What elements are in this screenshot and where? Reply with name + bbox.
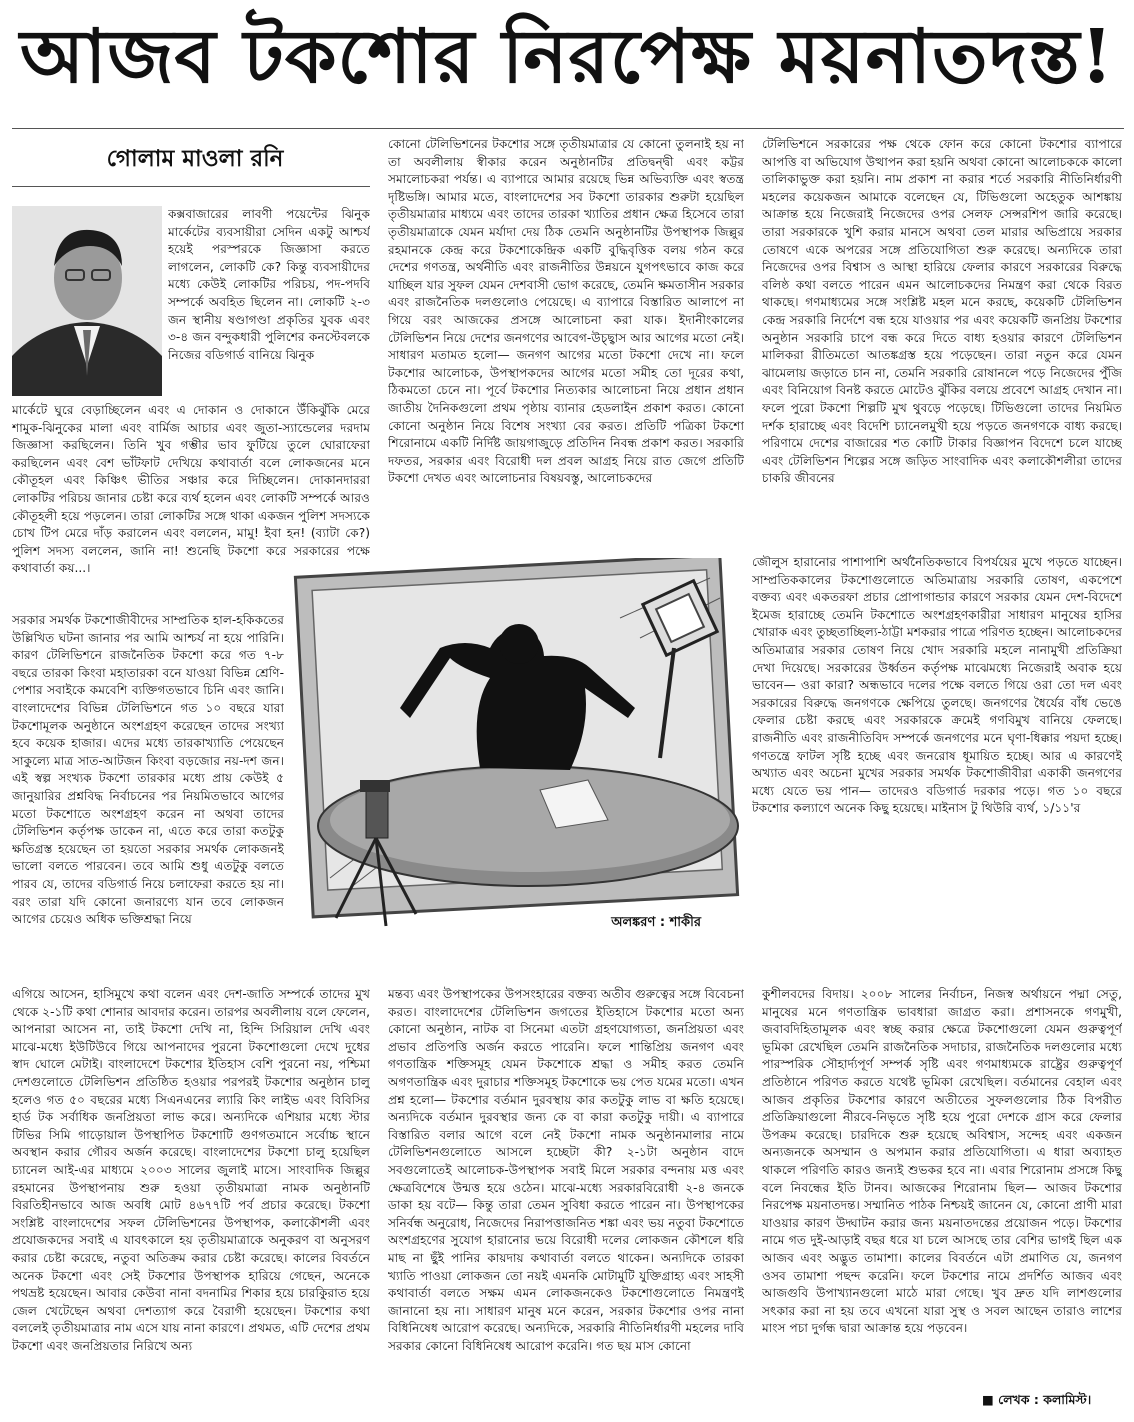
author-portrait-image	[12, 206, 162, 396]
paragraph: টেলিভিশনে সরকারের পক্ষ থেকে ফোন করে কোনো টকশোর ব্যাপারে আপত্তি বা অভিযোগ উত্থাপন করা হয়নি অথবা কোনো আলোচককে কালো তালিকাভুক্ত করা হয়নি। নাম প্রকাশ না করার শর্তে সরকারি নীতিনির্ধারণী মহলের কয়েকজন আমাকে বলেছেন যে, টিভিগুলো অহেতুক আশঙ্কায় আক্রান্ত হয়ে নিজেরাই নিজেদের ওপর সেলফ সেন্সরশিপ জারি করেছে। তারা সরকারকে খুশি করার মানসে অথবা তেল মারার অভিপ্রায়ে সরকার তোষণে একে অপরের সঙ্গে প্রতিযোগিতা শুরু করেছে। অন্যদিকে তারা নিজেদের ওপর বিশ্বাস ও আস্থা হারিয়ে ফেলার কারণে সরকারের বিরুদ্ধে বলিষ্ঠ কথা বলতে পারেন এমন আলোচকদের নিমন্ত্রণ করা থেকে বিরত থাকছে। গণমাধ্যমের সঙ্গে সংশ্লিষ্ট মহল মনে করছে, কয়েকটি টেলিভিশন কেন্দ্র সরকারি নির্দেশে বন্ধ হয়ে যাওয়ার পর এবং কয়েকটি জনপ্রিয় টকশোর অনুষ্ঠান সরকারি চাপে বন্ধ করে দিতে বাধ্য হওয়ার কারণে টেলিভিশন মালিকরা রীতিমতো আতঙ্কগ্রস্ত হয়ে পড়েছেন। তারা নতুন করে যেমন ঝামেলায় জড়াতে চান না, তেমনি সরকারি রোষানলে পড়ে নিজেদের পুঁজি এবং বিনিয়োগ বিনষ্ট করতে মোটেও ঝুঁকির বলয়ে প্রবেশে আগ্রহ দেখান না। ফলে পুরো টকশো শিল্পটি মুখ থুবড়ে পড়েছে। টিভিগুলো তাদের নিয়মিত দর্শক হারাচ্ছে এবং বিদেশি চ্যানেলমুখী হয়ে পড়তে জনগণকে বাধ্য করছে। পরিণামে দেশের বাজারের শত কোটি টাকার বিজ্ঞাপন বিদেশে চলে যাচ্ছে এবং টেলিভিশন শিল্পের সঙ্গে জড়িত সাংবাদিক এবং কলাকৌশলীরা তাদের চাকরি জীবনের	[762, 137, 1122, 486]
article-col1-beside-photo	[168, 206, 370, 402]
paragraph: সরকার সমর্থক টকশোজীবীদের সাম্প্রতিক হাল-হকিকতের উল্লিখিত ঘটনা জানার পর আমি আশ্চর্য না হয়ে পারিনি। কারণ টেলিভিশনে রাজনৈতিক টকশো করে গত ৭-৮ বছরে তারকা কিংবা মহাতারকা বনে যাওয়া বিভিন্ন শ্রেণি-পেশার সবাইকে কমবেশি ব্যক্তিগতভাবে চিনি এবং জানি। বাংলাদেশের বিভিন্ন টেলিভিশনে গত ১০ বছরে যারা টকশোমূলক অনুষ্ঠানে অংশগ্রহণ করেছেন তাদের সংখ্যা হবে কয়েক হাজার। এদের মধ্যে তারকাখ্যাতি পেয়েছেন সাকুল্যে মাত্র সাত-আটজন কিংবা বড়জোর নয়-দশ জন। এই স্বল্প সংখ্যক টকশো তারকার মধ্যে প্রায় কেউই ৫ জানুয়ারির প্রশ্নবিদ্ধ নির্বাচনের পর নিয়মিতভাবে আগের মতো টকশোতে অংশগ্রহণ করেন না অথবা তাদের টেলিভিশন কর্তৃপক্ষ ডাকেন না, এতে করে তারা কতটুকু ক্ষতিগ্রস্ত হয়েছেন তা হয়তো সরকার সমর্থক লোকজনই ভালো বলতে পারবেন। তবে আমি শুধু এতটুকু বলতে পারব যে, তাদের বডিগার্ড নিয়ে চলাফেরা করতে হয় না। বরং তারা যদি কোনো জনারণ্যে যান তবে লোকজন আগের চেয়েও অধিক ভক্তিশ্রদ্ধা নিয়ে	[12, 613, 284, 927]
talkshow-illustration-drawing	[290, 558, 745, 954]
paragraph: কুশীলবদের বিদায়। ২০০৮ সালের নির্বাচন, নিজস্ব অর্থায়নে পদ্মা সেতু, মানুষের মনে গণতান্ত্রিক ভাবধারা জাগ্রত করা। প্রশাসনকে গণমুখী, জবাবদিহিতামূলক এবং স্বচ্ছ করার ক্ষেত্রে টকশোগুলো যেমন গুরুত্বপূর্ণ ভূমিকা রেখেছিল তেমনি রাজনৈতিক সদাচার, রাজনৈতিক দলগুলোর মধ্যে পারস্পরিক সৌহার্দ্যপূর্ণ সম্পর্ক সৃষ্টি এবং গণমাধ্যমকে রাষ্ট্রের গুরুত্বপূর্ণ প্রতিষ্ঠানে পরিণত করতে যথেষ্ট ভূমিকা রেখেছিল। বর্তমানের বেহাল এবং আজব প্রকৃতির টকশোর কারণে অতীতের সুফলগুলোর ঠিক বিপরীত প্রতিক্রিয়াগুলো নীরবে-নিভৃতে সৃষ্টি হয়ে পুরো দেশকে গ্রাস করে ফেলার উপক্রম করেছে। চারদিকে শুরু হয়েছে অবিশ্বাস, সন্দেহ এবং একজন অন্যজনকে অসম্মান ও অপমান করার প্রতিযোগিতা। এ ধারা অব্যাহত থাকলে পরিণতি কারও জন্যই শুভকর হবে না। এবার শিরোনাম প্রসঙ্গে কিছু বলে নিবন্ধের ইতি টানব। আজকের শিরোনাম ছিল— আজব টকশোর নিরপেক্ষ ময়নাতদন্ত। সম্মানিত পাঠক নিশ্চয়ই জানেন যে, কোনো প্রাণী মারা যাওয়ার কারণ উদ্ঘাটন করার জন্য ময়নাতদন্তের প্রয়োজন পড়ে। টকশোর নামে গত দুই-আড়াই বছর ধরে যা চলে আসছে তার বেশির ভাগই ছিল এক আজব এবং অদ্ভুত তামাশা। কালের বিবর্তনে এটা প্রমাণিত যে, জনগণ ওসব তামাশা পছন্দ করেনি। ফলে টকশোর নামে প্রদর্শিত আজব এবং আজগুবি উপাখ্যানগুলো মাঠে মারা গেছে। খুব দ্রুত যদি লাশগুলোর সৎকার করা না হয় তবে এখনো যারা সুস্থ ও সবল আছেন তারাও লাশের মাংস পচা দুর্গন্ধ দ্বারা আক্রান্ত হয়ে পড়বেন।	[762, 987, 1122, 1336]
paragraph: মন্তব্য এবং উপস্থাপকের উপসংহারের বক্তব্য অতীব গুরুত্বের সঙ্গে বিবেচনা করত। বাংলাদেশের টেলিভিশন জগতের ইতিহাসে টকশোর মতো অন্য কোনো অনুষ্ঠান, নাটক বা সিনেমা এতটা গ্রহণযোগ্যতা, জনপ্রিয়তা এবং প্রভাব প্রতিপত্তি অর্জন করতে পারেনি। ফলে শান্তিপ্রিয় জনগণ এবং গণতান্ত্রিক শক্তিসমূহ যেমন টকশোকে শ্রদ্ধা ও সমীহ করত তেমনি অগণতান্ত্রিক এবং দুরাচার শক্তিসমূহ টকশোকে ভয় পেত যমের মতো। এখন প্রশ্ন হলো— টকশোর বর্তমান দুরবস্থায় কার কতটুকু লাভ বা ক্ষতি হয়েছে। অন্যদিকে বর্তমান দুরবস্থার জন্য কে বা কারা কতটুকু দায়ী। এ ব্যাপারে বিস্তারিত বলার আগে বলে নেই টকশো নামক অনুষ্ঠানমালার নামে টেলিভিশনগুলোতে আসলে হচ্ছেটা কী? ২-১টা অনুষ্ঠান বাদে সবগুলোতেই আলোচক-উপস্থাপক সবাই মিলে সরকার বন্দনায় মত্ত এবং ক্ষেত্রবিশেষে উন্মত্ত হয়ে ওঠেন। মাঝে-মধ্যে সরকারবিরোধী ২-৪ জনকে ডাকা হয় বটে— কিন্তু তারা তেমন সুবিধা করতে পারেন না। উপস্থাপকের সনির্বন্ধ অনুরোধ, নিজেদের নিরাপত্তাজনিত শঙ্কা এবং ভয় নতুবা টকশোতে অংশগ্রহণের সুযোগ হারানোর ভয়ে বিরোধী দলের লোকজন কৌশলে ধরি মাছ না ছুঁই পানির কায়দায় কথাবার্তা বলতে থাকেন। অন্যদিকে তারকা খ্যাতি পাওয়া লোকজন তো নয়ই এমনকি মোটামুটি যুক্তিগ্রাহ্য এবং সাহসী কথাবার্তা বলতে সক্ষম এমন লোকজনকেও টকশোগুলোতে নিমন্ত্রণই জানানো হয় না। সাধারণ মানুষ মনে করেন, সরকার টকশোর ওপর নানা বিধিনিষেধ আরোপ করেছে। অন্যদিকে, সরকারি নীতিনির্ধারণী মহলের দাবি সরকার কোনো বিধিনিষেধ আরোপ করেনি। গত ছয় মাস কোনো	[388, 987, 744, 1353]
article-col2-upper	[388, 136, 744, 554]
author-photo	[12, 206, 162, 396]
paragraph: মার্কেটে ঘুরে বেড়াচ্ছিলেন এবং এ দোকান ও দোকানে উঁকিঝুঁকি মেরে শামুক-ঝিনুকের মালা এবং বার্মিজ আচার এবং জুতা-স্যান্ডেলের দরদাম জিজ্ঞাসা করছিলেন। তিনি খুব গম্ভীর ভাব ফুটিয়ে তুলে ঘোরাফেরা করছিলেন এবং বেশ ভাঁটফাট দেখিয়ে কথাবার্তা বলে লোকজনের মনে কৌতূহল এবং কিঞ্চিৎ ভীতির সঞ্চার করে দিচ্ছিলেন। দোকানদাররা লোকটির পরিচয় জানার চেষ্টা করে ব্যর্থ হলেন এবং লোকটি সম্পর্কে আরও কৌতূহলী হয়ে পড়লেন। তারা লোকটির সঙ্গে থাকা একজন পুলিশ সদস্যকে চোখ টিপ মেরে দাঁড় করালেন এবং বললেন, মামু! ইবা হন! (ব্যাটা কে?) পুলিশ সদস্য বললেন, জানি না! শুনেছি টকশো করে সরকারের পক্ষে কথাবার্তা কয়...।	[12, 403, 370, 576]
paragraph: জৌলুস হারানোর পাশাপাশি অর্থনৈতিকভাবে বিপর্যয়ের মুখে পড়তে যাচ্ছেন। সাম্প্রতিককালের টকশোগুলোতে অতিমাত্রায় সরকারি তোষণ, একপেশে বক্তব্য এবং একতরফা প্রচার প্রোপাগান্ডার কারণে সরকার যেমন দেশ-বিদেশে ইমেজ হারাচ্ছে তেমনি টকশোতে অংশগ্রহণকারীরা সাধারণ মানুষের হাসির খোরাক এবং তুচ্ছতাচ্ছিল্য-ঠাট্টা মশকরার পাত্রে পরিণত হচ্ছেন। আলোচকদের অতিমাত্রার সরকার তোষণ নিয়ে খোদ সরকারি মহলে নানামুখী প্রতিক্রিয়া দেখা দিয়েছে। সরকারের উর্ধ্বতন কর্তৃপক্ষ মাঝেমধ্যে নিজেরাই অবাক হয়ে ভাবেন— ওরা কারা? অন্ধভাবে দলের পক্ষে বলতে গিয়ে ওরা তো দল এবং সরকারের বিরুদ্ধে জনগণকে ক্ষেপিয়ে তুলছে। জনগণের ধৈর্যের বাঁধ ভেঙে ফেলার চেষ্টা করছে এবং সরকারকে ক্রমেই গণবিমুখ বানিয়ে ফেলছে। রাজনীতি এবং রাজনীতিবিদ সম্পর্কে জনগণের মনে ঘৃণা-ধিক্কার পয়দা হচ্ছে। গণতন্ত্রে ফাটল সৃষ্টি হচ্ছে এবং জনরোষ ধূমায়িত হচ্ছে। আর এ কারণেই অখ্যাত এবং অচেনা মুখের সরকার সমর্থক টকশোজীবীরা একাকী জনগণের মধ্যে যেতে ভয় পান— তাদেরও বডিগার্ড দরকার পড়ে। গত ১০ বছরে টকশোর কল্যাণে অনেক কিছু হয়েছে। মাইনাস টু থিউরি ব্যর্থ, ১/১১'র	[752, 555, 1122, 816]
article-col3-upper	[762, 136, 1122, 554]
byline-rule	[12, 186, 370, 187]
article-col3-narrow	[752, 554, 1122, 986]
headline-rule	[12, 128, 1124, 129]
paragraph: এগিয়ে আসেন, হাসিমুখে কথা বলেন এবং দেশ-জাতি সম্পর্কে তাদের মুখ থেকে ২-১টি কথা শোনার আবদার করেন। তারপর অবলীলায় বলে ফেলেন, আপনারা আসেন না, তাই টকশো দেখি না, হিন্দি সিরিয়াল দেখি এবং মাঝে-মধ্যে ইউটিউবে গিয়ে আপনাদের পুরনো টকশোগুলো দেখে দুধের স্বাদ ঘোলে মেটাই। বাংলাদেশে টকশোর ইতিহাস বেশি পুরনো নয়, পশ্চিমা দেশগুলোতে টেলিভিশন প্রতিষ্ঠিত হওয়ার পরপরই টকশোর অনুষ্ঠান চালু হলেও গত ৫০ বছরের মধ্যে সিএনএনের ল্যারি কিং লাইভ এবং বিবিসির হার্ড টক সর্বাধিক জনপ্রিয়তা লাভ করে। অন্যদিকে এশিয়ার মধ্যে স্টার টিভির সিমি গাড়োয়াল উপস্থাপিত টকশোটি গুণগতমানে সর্বোচ্চ স্থানে অবস্থান করার গৌরব অর্জন করেছে। বাংলাদেশের টকশো চালু হয়েছিল চ্যানেল আই-এর মাধ্যমে ২০০৩ সালের জুলাই মাসে। সাংবাদিক জিল্লুর রহমানের উপস্থাপনায় শুরু হওয়া তৃতীয়মাত্রা নামক অনুষ্ঠানটি বিরতিহীনভাবে আজ অবধি মোট ৪৬৭৭টি পর্ব প্রচার করেছে। টকশো সংশ্লিষ্ট বাংলাদেশের সফল টেলিভিশনের উপস্থাপক, কলাকৌশলী এবং প্রযোজকদের সবাই এ যাবৎকালে হয় তৃতীয়মাত্রাকে অনুকরণ বা অনুসরণ করার চেষ্টা করেছে, নতুবা অতিক্রম করার চেষ্টা করেছে। কালের বিবর্তনে অনেক টকশো এবং সেই টকশোর উপস্থাপক হারিয়ে গেছেন, অনেকে পথভ্রষ্ট হয়েছেন। আবার কেউবা নানা বদনামির শিকার হয়ে চারকুিরাত হয়ে জেল খেটেছেন অথবা দেশত্যাগ করে বৈরাগী হয়েছেন। টকশোর কথা বললেই তৃতীয়মাত্রার নাম এসে যায় নানা কারণে। প্রথমত, এটি দেশের প্রথম টকশো এবং জনপ্রিয়তার নিরিখে অন্য	[12, 987, 370, 1353]
paragraph: কোনো টেলিভিশনের টকশোর সঙ্গে তৃতীয়মাত্রার যে কোনো তুলনাই হয় না তা অবলীলায় স্বীকার করেন অনুষ্ঠানটির প্রতিদ্বন্দ্বী এবং কট্টর সমালোচকরা পর্যন্ত। এ ব্যাপারে আমার রয়েছে ভিন্ন অভিব্যক্তি এবং স্বতন্ত্র দৃষ্টিভঙ্গি। আমার মতে, বাংলাদেশের সব টকশো তারকার শুরুটা হয়েছিল তৃতীয়মাত্রার মাধ্যমে এবং তাদের তারকা খ্যাতির প্রধান ক্ষেত্র হিসেবে তারা তৃতীয়মাত্রাকে যেমন মর্যাদা দেয় ঠিক তেমনি অনুষ্ঠানটির উপস্থাপক জিল্লুর রহমানকে কেন্দ্র করে টকশোকেন্দ্রিক একটি বুদ্ধিবৃত্তিক বলয় গঠন করে দেশের গণতন্ত্র, অর্থনীতি এবং রাজনীতির উন্নয়নে যুগপৎভাবে কাজ করে যাচ্ছিল যার সুফল যেমন দেশবাসী ভোগ করেছে, তেমনি ক্ষমতাসীন সরকার এবং রাজনৈতিক দলগুলোও পেয়েছে। এ ব্যাপারে বিস্তারিত আলাপে না গিয়ে বরং আজকের প্রসঙ্গে আলোচনা করা যাক। ইদানীংকালের টেলিভিশন নিয়ে দেশের জনগণের আবেগ-উচ্ছ্বাস আর আগের মতো নেই। সাধারণ মতামত হলো— জনগণ আগের মতো টকশো দেখে না। ফলে টকশোর আলোচক, উপস্থাপকদের আগের মতো সমীহ তো দূরের কথা, ঠিকমতো চেনে না। পূর্বে টকশোর নিত্যকার আলোচনা নিয়ে প্রধান প্রধান জাতীয় দৈনিকগুলো প্রথম পৃষ্ঠায় ব্যানার হেডলাইন প্রকাশ করত। কোনো কোনো অনুষ্ঠান নিয়ে বিশেষ সংখ্যা বের করত। প্রতিটি পত্রিকা টকশো শিরোনামে একটি নির্দিষ্ট জায়গাজুড়ে প্রতিদিন নিবন্ধ প্রকাশ করত। সরকারি দফতর, সরকার এবং বিরোধী দল প্রবল আগ্রহ নিয়ে রাত জেগে প্রতিটি টকশো দেখত এবং আলোচনার বিষয়বস্তু, আলোচকদের	[388, 137, 744, 486]
article-col3-lower	[762, 986, 1122, 1386]
byline: গোলাম মাওলা রনি	[106, 145, 284, 172]
article-col1-lower	[12, 986, 370, 1414]
talkshow-illustration	[290, 558, 745, 954]
headline: আজব টকশোর নিরপেক্ষ ময়নাতদন্ত!	[20, 14, 1114, 100]
article-col1-narrow	[12, 612, 284, 986]
illustration-credit: অলঙ্করণ : শাকীর	[607, 913, 705, 934]
author-note: ■ লেখক : কলামিস্ট।	[982, 1392, 1092, 1407]
paragraph: কক্সবাজারের লাবণী পয়েন্টের ঝিনুক মার্কেটের ব্যবসায়ীরা সেদিন একটু আশ্চর্য হয়েই পরস্পরকে জিজ্ঞাসা করতে লাগলেন, লোকটি কে? কিন্তু ব্যবসায়ীদের মধ্যে কেউই লোকটির পরিচয়, পদ-পদবি সম্পর্কে অবহিত ছিলেন না। লোকটি ২-৩ জন স্থানীয় ষণ্ডাগণ্ডা প্রকৃতির যুবক এবং ৩-৪ জন বন্দুকধারী পুলিশের কনস্টেবলকে নিজের বডিগার্ড বানিয়ে ঝিনুক	[168, 207, 370, 362]
article-col2-lower	[388, 986, 744, 1414]
